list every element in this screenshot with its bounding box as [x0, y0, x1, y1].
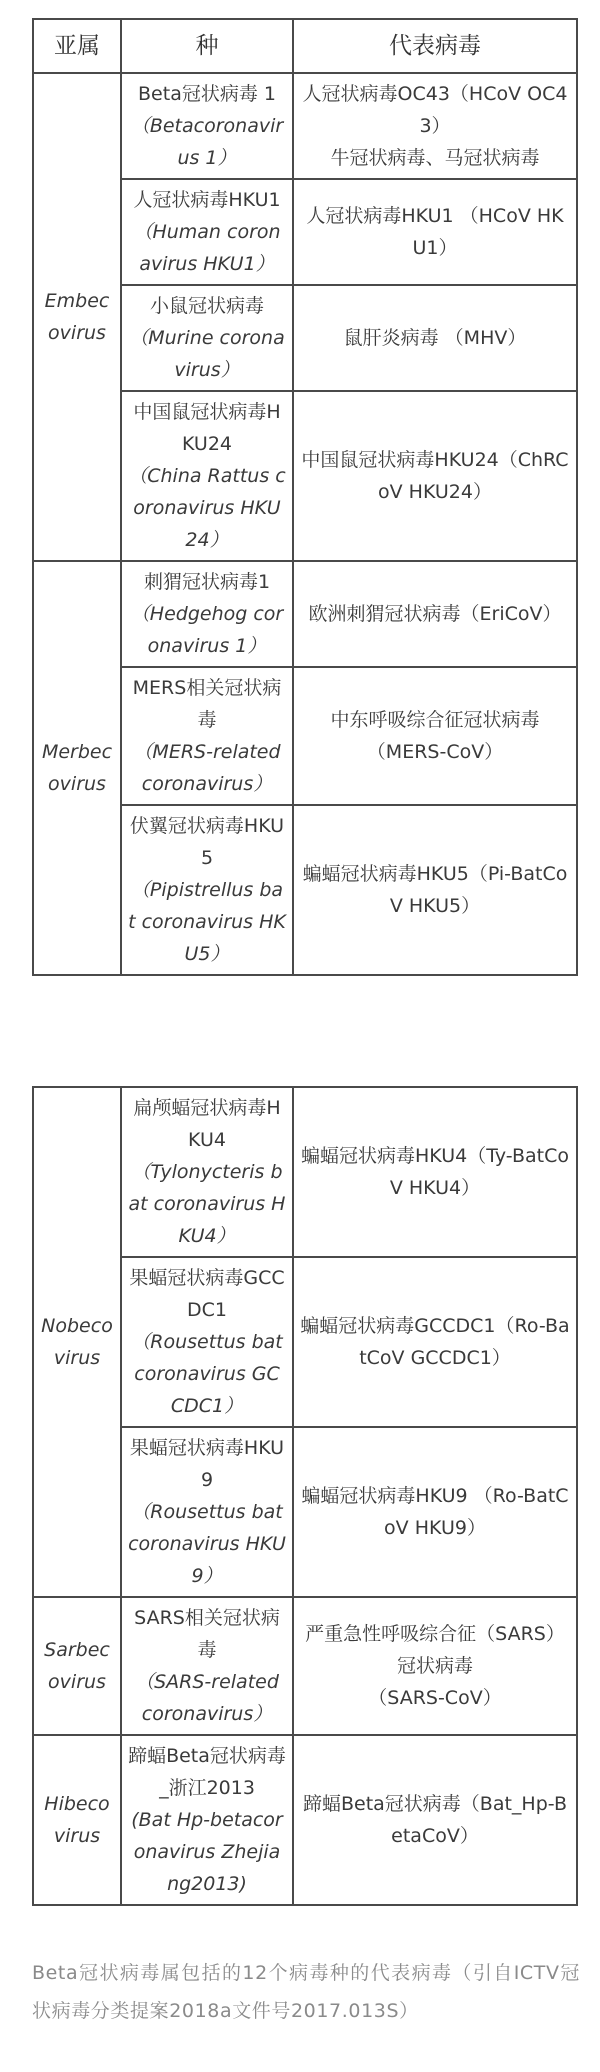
representative-virus-cell	[293, 1087, 577, 1257]
virus-line: 鼠肝炎病毒 （MHV）	[343, 327, 527, 349]
virus-line: 牛冠状病毒、马冠状病毒	[330, 147, 540, 169]
subgenus-cell: Hibecovirus	[33, 1735, 121, 1905]
species-latin-name: (Bat Hp-betacoronavirus Zhejiang2013)	[131, 1809, 283, 1895]
virus-line: 中东呼吸综合征冠状病毒	[330, 709, 540, 731]
species-chinese-name: 果蝠冠状病毒GCCDC1	[129, 1267, 285, 1321]
species-chinese-name: MERS相关冠状病毒	[132, 677, 282, 731]
representative-virus-cell	[293, 179, 577, 285]
table-row	[33, 561, 577, 667]
virus-line: （MERS-CoV）	[366, 741, 504, 763]
header-row	[33, 19, 577, 73]
virus-line: 蹄蝠Beta冠状病毒（Bat_Hp-BetaCoV）	[302, 1793, 567, 1847]
virus-line: （SARS-CoV）	[368, 1687, 502, 1709]
header-representative-virus: 代表病毒	[293, 19, 577, 73]
header-species: 种	[121, 19, 293, 73]
species-latin-name: （China Rattus coronavirus HKU24）	[128, 465, 286, 551]
representative-virus-cell	[293, 285, 577, 391]
table-row	[33, 1735, 577, 1905]
coronavirus-table-part1	[32, 18, 578, 976]
species-cell	[121, 285, 293, 391]
species-latin-name: （Human coronavirus HKU1）	[133, 221, 281, 275]
subgenus-cell: Embecovirus	[33, 73, 121, 561]
species-chinese-name: SARS相关冠状病毒	[134, 1607, 280, 1661]
species-latin-name: （Murine coronavirus）	[129, 327, 285, 381]
virus-line: 蝙蝠冠状病毒HKU4（Ty-BatCoV HKU4）	[301, 1145, 569, 1199]
table-row	[33, 1087, 577, 1257]
representative-virus-cell	[293, 561, 577, 667]
species-cell	[121, 805, 293, 975]
species-chinese-name: 中国鼠冠状病毒HKU24	[133, 401, 281, 455]
representative-virus-cell	[293, 391, 577, 561]
species-chinese-name: 人冠状病毒HKU1	[133, 189, 281, 211]
header-subgenus: 亚属	[33, 19, 121, 73]
representative-virus-cell	[293, 1735, 577, 1905]
species-cell	[121, 561, 293, 667]
virus-line: 蝙蝠冠状病毒HKU9 （Ro-BatCoV HKU9）	[301, 1485, 569, 1539]
representative-virus-cell	[293, 73, 577, 179]
virus-line: 人冠状病毒HKU1 （HCoV HKU1）	[306, 205, 564, 259]
virus-line: 蝙蝠冠状病毒GCCDC1（Ro-BatCoV GCCDC1）	[300, 1315, 570, 1369]
species-cell	[121, 391, 293, 561]
species-cell	[121, 1735, 293, 1905]
subgenus-cell: Nobecovirus	[33, 1087, 121, 1597]
species-latin-name: （Rousettus bat coronavirus HKU9）	[128, 1501, 286, 1587]
species-cell	[121, 73, 293, 179]
page-break-gap	[0, 1064, 31, 1086]
species-chinese-name: 小鼠冠状病毒	[149, 295, 264, 317]
coronavirus-table-part2	[32, 1086, 578, 1906]
table-caption: Beta冠状病毒属包括的12个病毒种的代表病毒（引自ICTV冠状病毒分类提案2018a文件号2017.013S）	[32, 1962, 580, 2022]
species-latin-name: （Rousettus bat coronavirus GCCDC1）	[131, 1331, 283, 1417]
species-latin-name: （Pipistrellus bat coronavirus HKU5）	[128, 879, 286, 965]
species-latin-name: （Betacoronavirus 1）	[130, 115, 284, 169]
representative-virus-cell	[293, 667, 577, 805]
species-latin-name: （MERS-related coronavirus）	[133, 741, 281, 795]
subgenus-cell: Merbecovirus	[33, 561, 121, 975]
representative-virus-cell	[293, 1427, 577, 1597]
species-cell	[121, 1597, 293, 1735]
representative-virus-cell	[293, 1257, 577, 1427]
species-chinese-name: 刺猬冠状病毒1	[143, 571, 271, 593]
species-chinese-name: 蹄蝠Beta冠状病毒_浙江2013	[128, 1745, 286, 1799]
virus-line: 中国鼠冠状病毒HKU24（ChRCoV HKU24）	[301, 449, 569, 503]
virus-line: 蝙蝠冠状病毒HKU5（Pi-BatCoV HKU5）	[302, 863, 568, 917]
virus-line: 严重急性呼吸综合征（SARS）冠状病毒	[305, 1623, 565, 1677]
subgenus-cell: Sarbecovirus	[33, 1597, 121, 1735]
virus-line: 人冠状病毒OC43（HCoV OC43）	[302, 83, 568, 137]
species-cell	[121, 1257, 293, 1427]
species-chinese-name: Beta冠状病毒 1	[138, 83, 276, 105]
species-cell	[121, 667, 293, 805]
species-chinese-name: 伏翼冠状病毒HKU5	[129, 815, 285, 869]
species-cell	[121, 1087, 293, 1257]
species-chinese-name: 果蝠冠状病毒HKU9	[129, 1437, 285, 1491]
species-cell	[121, 1427, 293, 1597]
representative-virus-cell	[293, 805, 577, 975]
representative-virus-cell	[293, 1597, 577, 1735]
table-row	[33, 73, 577, 179]
table-row	[33, 1597, 577, 1735]
species-chinese-name: 扁颅蝠冠状病毒HKU4	[133, 1097, 281, 1151]
species-latin-name: （Tylonycteris bat coronavirus HKU4）	[128, 1161, 286, 1247]
species-latin-name: （Hedgehog coronavirus 1）	[130, 603, 284, 657]
virus-line: 欧洲刺猬冠状病毒（EriCoV）	[308, 603, 562, 625]
species-latin-name: （SARS-related coronavirus）	[135, 1671, 279, 1725]
species-cell	[121, 179, 293, 285]
